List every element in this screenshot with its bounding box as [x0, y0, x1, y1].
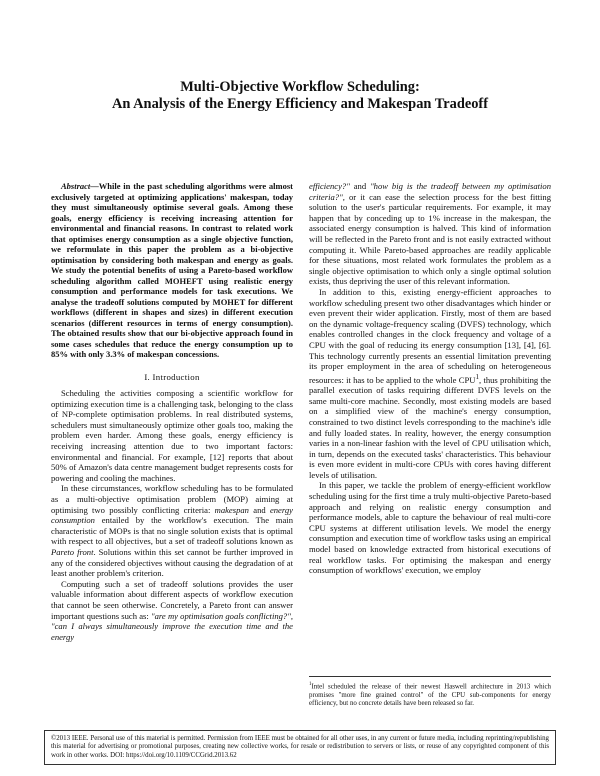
text-span: and [349, 181, 371, 191]
question-3: "how big is the tradeoff between my optimisation criteria?" [309, 181, 551, 202]
footnote-mark: 1 [309, 682, 312, 687]
intro-paragraph-3 [51, 579, 293, 643]
text-span: , thus prohibiting the parallel execution of tasks requiring different DVFS levels on the same multi-core machine. Secondly, most existing models are based on a simplified view of the machine's energy consumption, constrained to two distinct levels corresponding to the machine's idle and fully loaded states. In reality, however, the energy consumption varies in a non-linear fashion with the level of CPU utilisation which, in turn, depends on the executed tasks' characteristics. This behaviour is even more evident in multi-core CPUs with cores having different levels of utilisation. [309, 374, 551, 480]
text-span: , [290, 610, 293, 621]
right-column [309, 181, 551, 576]
abstract [51, 181, 293, 360]
copyright-notice: ©2013 IEEE. Personal use of this material is permitted. Permission from IEEE must be obtained for all other uses, in any current or future media, including reprinting/republishing this material for advertising or promotional purposes, creating new collective works, for resale or redistribution to servers or lists, or reuse of any copyrighted component of this work in other works. DOI: https://doi.org/10.1109/CCGrid.2013.62 [44, 730, 556, 765]
section-heading: I. Introduction [144, 371, 200, 382]
title-line-1: Multi-Objective Workflow Scheduling: [180, 79, 420, 95]
title-line-2: An Analysis of the Energy Efficiency and Makespan Tradeoff [111, 96, 489, 112]
question-2: "can I always simultaneously improve the execution time and the energy [51, 621, 293, 642]
text-span: entailed by the workflow's execution. The main characteristic of MOPs is that no single solution exists that is optimal with respect to all objectives, but a set of tradeoff solutions known as [51, 515, 293, 547]
abstract-label: Abstract [61, 181, 91, 191]
right-paragraph-1 [309, 287, 551, 481]
footnote-text: Intel scheduled the release of their newest Haswell architecture in 2013 which promises "more fine grained control" of the CPU sub-components for energy efficiency, but no concrete details have been released so far. [309, 683, 551, 708]
intro-paragraph-2 [51, 483, 293, 578]
left-column [51, 181, 293, 642]
right-paragraph-2: In this paper, we tackle the problem of energy-efficient workflow scheduling using for the first time a truly multi-objective Pareto-based approach and relying on realistic energy consumption and performance models, able to capture the behaviour of real multi-core CPU systems at different utilisation levels. We model the energy consumption and execution time of workflow tasks using an empirical model based on knowledge extracted from historical executions of real workflow tasks. For optimising the makespan and energy consumption of workflows' execution, we employ [309, 480, 551, 576]
right-paragraph-0 [309, 181, 551, 287]
text-span: . Solutions within this set cannot be further improved in any of the considered objectives without causing the degradation of at least another problem's criterion. [51, 547, 293, 579]
text-span: Computing such a set of tradeoff solutions provides the user valuable information about different aspects of workflow execution that cannot be seen otherwise. Concretely, a Pareto front can answer important questions such as: [51, 578, 293, 621]
question-1: "are my optimisation goals conflicting?" [151, 610, 291, 621]
question-2-end: efficiency?" [309, 181, 350, 191]
text-span: In these circumstances, workflow scheduling has to be formulated as a multi-objective optimisation problem (MOP) aiming at optimising two possibly conflicting criteria: [51, 483, 293, 515]
text-span: In addition to this, existing energy-efficient approaches to workflow scheduling present two other disadvantages which hinder or even prevent their wider application. Firstly, most of them are based on the dynamic voltage-frequency scaling (DVFS) technology, which enables controlled changes in the clock frequency and voltage of a CPU with the goal of reducing its energy consumption [13], [4], [6]. This technology currently presents an essential limitation preventing its proper employment in the area of scheduling on heterogeneous resources: it has to be applied to the whole CPU [309, 286, 551, 385]
emph-energy: energy consumption [51, 504, 293, 526]
footnote-ref: 1 [475, 372, 480, 381]
abstract-text: —While in the past scheduling algorithms were almost exclusively targeted at optimizing applications' makespan, today they must simultaneously optimise several goals. Among these goals, energy efficiency is receiving increasing attention for environmental and financial reasons. In contrast to related work that optimises energy consumption as a single objective function, we reformulate in this paper the problem as a bi-objective optimisation by considering both makespan and energy as goals. We study the potential benefits of using a Pareto-based workflow scheduling algorithm called MOHEFT using realistic energy consumption and performance models for task executions. We analyse the tradeoff solutions computed by MOHET for different workflows (different in shapes and sizes) in different execution scenarios (different resources in terms of energy consumption). The obtained results show that our bi-objective approach found in some cases schedules that reduce the energy consumption up to 85% with only 3.3% of makespan concessions. [51, 181, 293, 359]
emph-makespan: makespan [214, 504, 249, 515]
intro-paragraph-1: Scheduling the activities composing a scientific workflow for optimizing execution time is a challenging task, belonging to the class of NP-complete optimisation problems. In real distributed systems, schedulers must simultaneously optimize other goals too, making the problem even harder. Among these goals, energy efficiency is receiving increasing attention due to two important factors: environmental and financial. For example, [12] reports that about 50% of Amazon's data centre management budget represents costs for powering and cooling the machines. [51, 388, 293, 483]
footnote [309, 676, 551, 709]
paper-title [0, 79, 600, 113]
text-span: , or it can ease the selection process for the best fitting solution to the user's particular requirements. For example, it may happen that by conceding up to 1% increase in the makespan, the associated energy consumption is halved. This kind of information will be reflected in the Pareto front and is not easily extracted without computing it. While Pareto-based approaches are readily applicable for these situations, most related work formulates the problem as a single objective optimisation to which only a single optimal solution exists, thus depriving the user of this relevant information. [309, 191, 551, 287]
emph-pareto: Pareto front [51, 547, 94, 557]
text-span: and [248, 504, 270, 515]
